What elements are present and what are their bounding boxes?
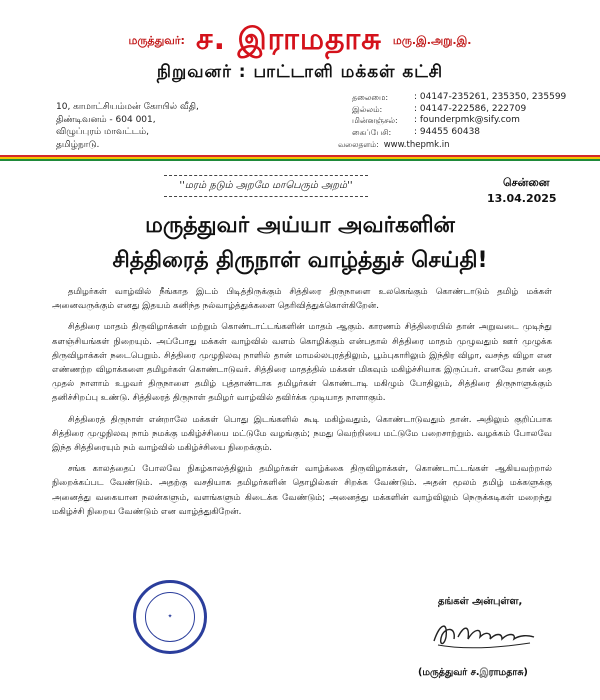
letterhead-name-line — [0, 22, 600, 61]
contact-label: மின்னஞ்சல்: — [352, 116, 398, 125]
name-prefix: மருத்துவர்: — [128, 34, 185, 47]
date: 13.04.2025 — [487, 192, 557, 205]
contact-block — [352, 92, 566, 138]
message-body — [52, 285, 552, 526]
signatory-name: (மருத்துவர் ச.இராமதாசு) — [418, 667, 528, 678]
paragraph: சங்க காலத்தைப் போலவே நிகழ்காலத்திலும் தமிழர்கள் வாழ்க்கை திருவிழாக்கள், கொண்டாட்டங்கள் ஆகியவற்றால் நிறைக்கப்பட வேண்டும். அதற்கு வசதியாக தமிழர்களின் தொழில்கள் சிறக்க வேண்டும். அதன் மூலம் தமிழ் மக்களுக்கு அனைத்து வகையான நலன்களும், வளங்களும் கிடைக்க வேண்டும்; அனைத்து மக்களின் வாழ்விலும் நெருக்கடிகள் மறைந்து மகிழ்ச்சி நிறைய வேண்டும் என வாழ்த்துகிறேன். — [52, 464, 552, 517]
contact-value[interactable]: : founderpmk@sify.com — [414, 115, 520, 125]
address-line: திண்டிவனம் - 604 001, — [56, 114, 156, 125]
website-line — [338, 140, 450, 150]
document-title — [0, 208, 600, 278]
official-seal — [133, 580, 207, 654]
contact-value: : 94455 60438 — [414, 126, 481, 137]
seal-icon: ✦ — [167, 613, 173, 620]
contact-label: இல்லம்: — [352, 104, 383, 114]
motto: ''மரம் நடும் அறமே மாபெரும் அறம்'' — [164, 175, 368, 197]
address-block — [56, 101, 199, 151]
address-line: விழுப்புரம் மாவட்டம், — [56, 127, 149, 137]
place: சென்னை — [503, 176, 550, 189]
author-name: ச. இராமதாசு — [196, 22, 382, 57]
contact-mobile — [352, 127, 566, 139]
contact-label: தலைமை: — [352, 93, 389, 102]
contact-value: : 04147-222586, 222709 — [414, 103, 527, 114]
stripe-green — [0, 159, 600, 161]
name-suffix: மரு.இ.அறு.இ. — [392, 34, 472, 47]
contact-label: கைப்பேசி: — [352, 127, 392, 137]
address-line: தமிழ்நாடு. — [56, 139, 100, 150]
contact-email — [352, 115, 566, 127]
website-link[interactable]: www.thepmk.in — [383, 140, 450, 150]
address-line: 10, காமாட்சியம்மன் கோயில் வீதி, — [56, 102, 199, 112]
paragraph: சித்திரை மாதம் திருவிழாக்கள் மற்றும் கொண்டாட்டங்களின் மாதம் ஆகும். காரணம் சித்திரையில் தான் அறுவடை முடிந்து களஞ்சியங்கள் நிறையும். அப்போது மக்கள் வாழ்வில் வளம் கொழிக்கும் என்பதால் சித்திரை மாதம் முழுவதும் ஊர் முழுக்க திருவிழாக்கள் நடைபெறும். சித்திரை முழுநிலவு நாளில் தான் மாமல்லபுரத்திலும், பூம்புகாரிலும் இந்திர விழா, வசந்த விழா என எண்ணற்ற விழாக்களை தமிழர்கள் கொண்டாடுவர். சித்திரை மாதத்தில் மக்கள் மிகவும் மகிழ்ச்சியாக இருப்பர். எனவே தான் தை முதல் நாளாம் உழவர் திருநாளை தமிழ் புத்தாண்டாக தமிழர்கள் கொண்டாடி மகிழும் போதிலும், சித்திரை திருநாளுக்கும் தனிச்சிறப்பு உண்டு. சித்திரைத் திருநாள் தமிழர் வாழ்வில் தவிர்க்க முடியாத நாளாகும். — [52, 322, 552, 404]
party-subtitle: நிறுவனர் : பாட்டாளி மக்கள் கட்சி — [156, 62, 444, 82]
website-label: வலைதளம்: — [338, 140, 379, 149]
paragraph: தமிழர்கள் வாழ்வில் நீங்காத இடம் பிடித்திருக்கும் சித்திரை திருநாளை உலகெங்கும் கொண்டாடும் தமிழ் மக்கள் அனைவருக்கும் எனது இதயம் கனிந்த நல்வாழ்த்துக்களை தெரிவித்துக்கொள்கிறேன். — [52, 287, 552, 312]
flag-stripes — [0, 155, 600, 161]
contact-office — [352, 92, 566, 104]
signature-icon — [430, 615, 540, 655]
closing-salutation: தங்கள் அன்புள்ள, — [438, 596, 523, 607]
paragraph: சித்திரைத் திருநாள் என்றாலே மக்கள் பொது இடங்களில் கூடி மகிழ்வதும், கொண்டாடுவதும் தான். அதிலும் குறிப்பாக சித்திரை முழுநிலவு நாம் நமக்கு மகிழ்ச்சியை மட்டுமே வழங்கும்; நமது வெற்றியை மட்டுமே பறைசாற்றும். வழக்கம் போலவே இந்த சித்திரையும் நம் வாழ்வில் மகிழ்ச்சியை நிறைக்கும். — [52, 414, 552, 454]
title-line: மருத்துவர் அய்யா அவர்களின் — [145, 213, 455, 238]
contact-home — [352, 104, 566, 116]
contact-value: : 04147-235261, 235350, 235599 — [414, 92, 567, 102]
title-line: சித்திரைத் திருநாள் வாழ்த்துச் செய்தி! — [112, 248, 488, 273]
